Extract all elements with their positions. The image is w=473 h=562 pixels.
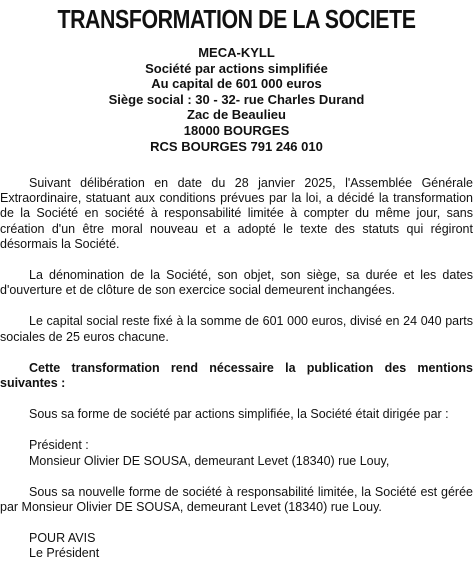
company-rcs: RCS BOURGES 791 246 010 [150,138,323,154]
company-form: Société par actions simplifiée [145,60,328,76]
company-name: MECA-KYLL [198,45,275,60]
closing-signatory: Le Président [29,546,100,561]
paragraph-unchanged: La dénomination de la Société, son objet, son siège, sa durée et les dates d'ouverture et de clôture de son exercice social demeurent inchangées. [0,268,473,298]
closing-pour-avis: POUR AVIS [29,531,96,546]
notice-title: TRANSFORMATION DE LA SOCIETE [57,4,416,34]
company-seat-line-3: 18000 BOURGES [183,122,290,138]
president-label: Président : [29,438,89,453]
paragraph-publication: Cette transformation rend nécessaire la publication des mentions suivantes : [0,360,473,391]
paragraph-new-management: Sous sa nouvelle forme de société à responsabilité limitée, la Société est gérée par Monsieur Olivier DE SOUSA, demeurant Levet (18340) rue Louy. [0,484,473,515]
company-seat-line-2: Zac de Beaulieu [187,107,286,123]
president-value: Monsieur Olivier DE SOUSA, demeurant Levet (18340) rue Louy, [29,453,390,468]
paragraph-former-management: Sous sa forme de société par actions simplifiée, la Société était dirigée par : [29,407,449,422]
paragraph-deliberation: Suivant délibération en date du 28 janvier 2025, l'Assemblée Générale Extraordinaire, statuant aux conditions prévues par la loi, a décidé la transformation de la Société en société à responsabilité limitée à compter du même jour, sans création d'un être moral nouveau et a adopté le texte des statuts qui régiront désormais la Société. [0,176,473,251]
notice-body [0,176,473,562]
company-header [0,45,473,154]
company-capital: Au capital de 601 000 euros [151,76,322,92]
paragraph-capital: Le capital social reste fixé à la somme de 601 000 euros, divisé en 24 040 parts sociales de 25 euros chacune. [0,314,473,344]
company-seat-line-1: Siège social : 30 - 32- rue Charles Durand [108,91,365,107]
